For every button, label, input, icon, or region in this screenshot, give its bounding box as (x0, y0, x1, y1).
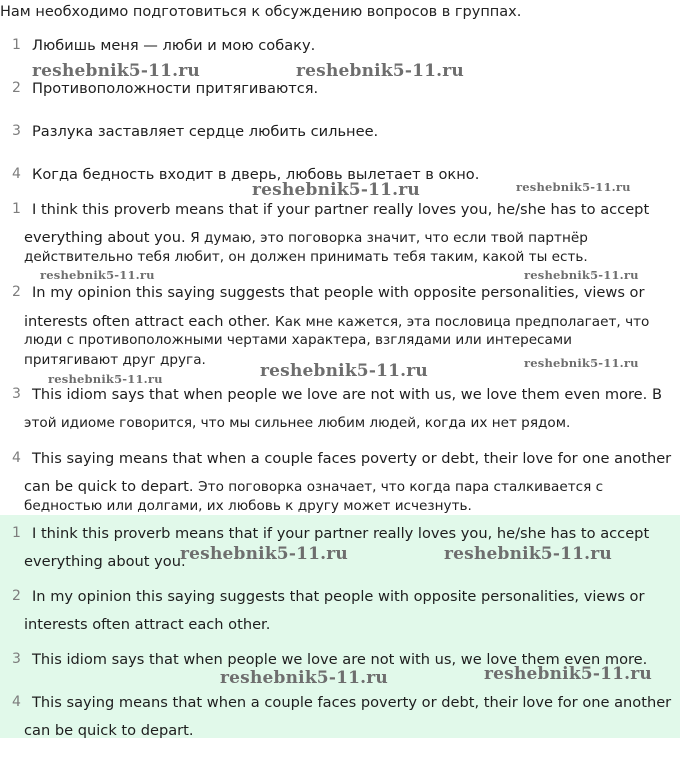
explanation-russian: Я думаю, это поговорка значит, что если твой партнёр (190, 230, 588, 246)
proverb-number: 2 (12, 80, 21, 96)
explanation-russian: этой идиоме говорится, что мы сильнее любим людей, когда их нет рядом. (24, 415, 571, 431)
watermark: reshebnik5-11.ru (260, 361, 428, 381)
answer-text-continued: can be quick to depart. (24, 722, 194, 739)
explanation-number: 4 (12, 450, 21, 466)
explanation-english: I think this proverb means that if your partner really loves you, he/she has to accept (32, 201, 650, 218)
proverb-number: 3 (12, 123, 21, 139)
explanation-russian: притягивают друг друга. (24, 352, 206, 368)
explanation-russian: бедностью или долгами, их любовь к другу может исчезнуть. (24, 498, 472, 514)
answer-number: 2 (12, 588, 21, 604)
explanation-english: This idiom says that when people we love are not with us, we love them even more. В (32, 386, 662, 403)
watermark: reshebnik5-11.ru (524, 268, 639, 282)
watermark: reshebnik5-11.ru (444, 544, 612, 564)
explanation-english-continued: can be quick to depart. Это поговорка означает, что когда пара сталкивается с (24, 478, 604, 495)
watermark: reshebnik5-11.ru (484, 664, 652, 684)
watermark: reshebnik5-11.ru (220, 668, 388, 688)
explanation-russian: люди с противоположными чертами характера, взглядами или интересами (24, 332, 572, 348)
watermark: reshebnik5-11.ru (524, 356, 639, 370)
answer-number: 4 (12, 694, 21, 710)
answer-text-continued: interests often attract each other. (24, 616, 271, 633)
explanation-number: 1 (12, 201, 21, 217)
proverb-text: Любишь меня — люби и мою собаку. (32, 37, 316, 54)
answer-text: I think this proverb means that if your partner really loves you, he/she has to accept (32, 525, 650, 542)
proverb-text: Когда бедность входит в дверь, любовь вылетает в окно. (32, 166, 480, 183)
explanation-russian: Как мне кажется, эта пословица предполагает, что (275, 314, 650, 330)
answer-text-continued: everything about you. (24, 553, 186, 570)
watermark: reshebnik5-11.ru (516, 180, 631, 194)
answer-text: This idiom says that when people we love are not with us, we love them even more. (32, 651, 648, 668)
explanation-english-continued: everything about you. Я думаю, это поговорка значит, что если твой партнёр (24, 229, 588, 246)
answer-number: 3 (12, 651, 21, 667)
answer-text: This saying means that when a couple faces poverty or debt, their love for one another (32, 694, 672, 711)
proverb-text: Разлука заставляет сердце любить сильнее. (32, 123, 379, 140)
watermark: reshebnik5-11.ru (252, 180, 420, 200)
watermark: reshebnik5-11.ru (296, 61, 464, 81)
watermark: reshebnik5-11.ru (40, 268, 155, 282)
proverb-number: 1 (12, 37, 21, 53)
explanation-english-continued: interests often attract each other. Как мне кажется, эта пословица предполагает, что (24, 313, 650, 330)
answer-number: 1 (12, 525, 21, 541)
explanation-russian: Это поговорка означает, что когда пара сталкивается с (198, 479, 604, 495)
watermark: reshebnik5-11.ru (180, 544, 348, 564)
explanation-russian: действительно тебя любит, он должен принимать тебя таким, какой ты есть. (24, 249, 588, 265)
explanation-russian: В (651, 386, 662, 403)
watermark: reshebnik5-11.ru (32, 61, 200, 81)
intro-text: Нам необходимо подготовиться к обсуждению вопросов в группах. (0, 4, 522, 20)
explanation-number: 2 (12, 284, 21, 300)
proverb-text: Противоположности притягиваются. (32, 80, 319, 97)
watermark: reshebnik5-11.ru (48, 372, 163, 386)
answer-text: In my opinion this saying suggests that people with opposite personalities, views or (32, 588, 645, 605)
proverb-number: 4 (12, 166, 21, 182)
explanation-english: In my opinion this saying suggests that people with opposite personalities, views or (32, 284, 645, 301)
explanation-english: This saying means that when a couple faces poverty or debt, their love for one another (32, 450, 672, 467)
explanation-number: 3 (12, 386, 21, 402)
